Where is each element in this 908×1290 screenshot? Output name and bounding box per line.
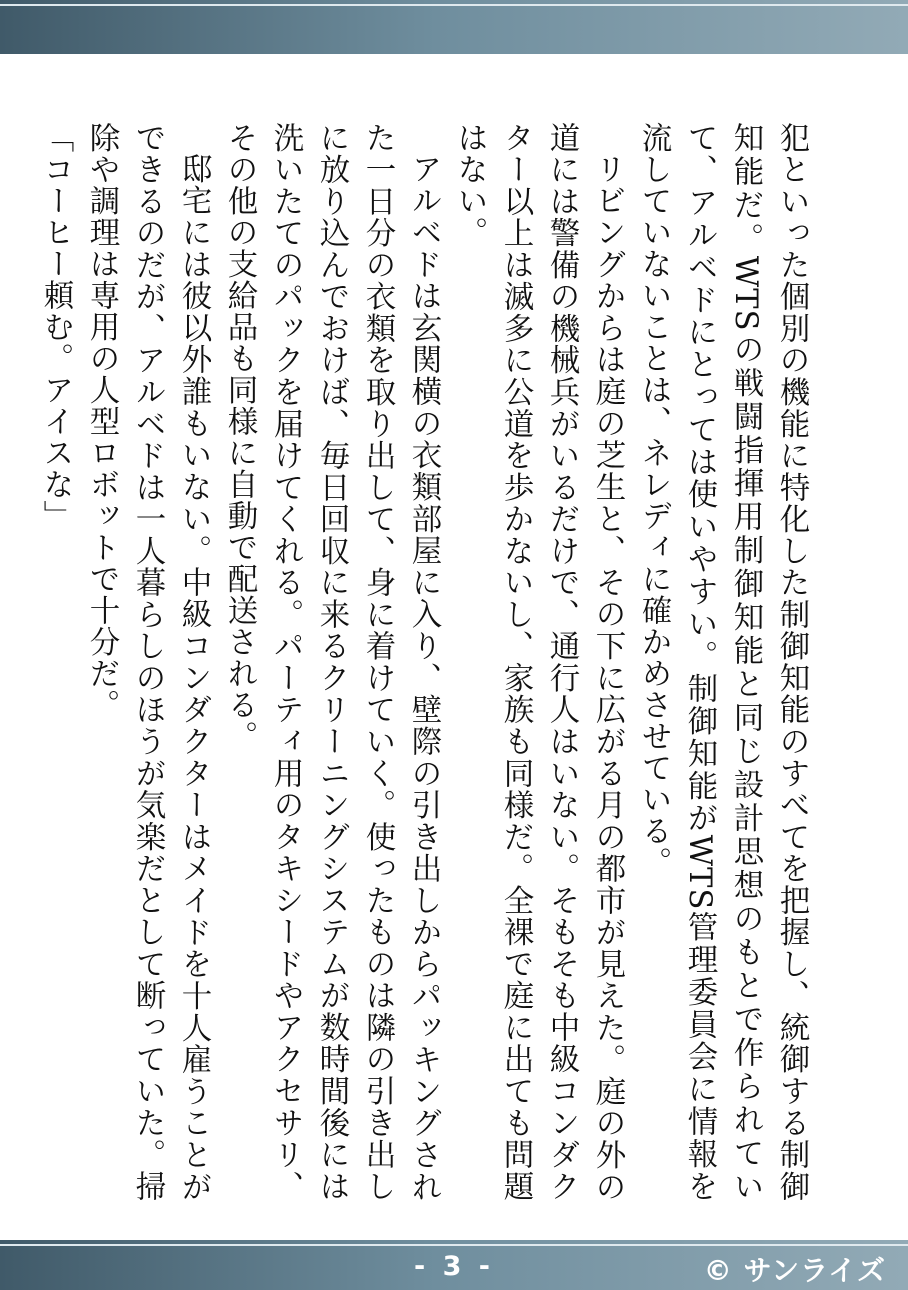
header-band (0, 0, 908, 54)
paragraph-2: リビングからは庭の芝生と、その下に広がる月の都市が見えた。庭の外の道には警備の機械兵がいるだけで、通行人はいない。そもそも中級コンダクター以上は滅多に公道を歩かないし、家族も同様だ。全裸で庭に出ても問題はない。 (452, 122, 625, 1202)
footer-band (0, 1240, 908, 1290)
page-number: - 3 - (414, 1251, 494, 1282)
paragraph-3: アルベドは玄関横の衣類部屋に入り、壁際の引き出しからパッキングされた一日分の衣類を取り出して、身に着けていく。使ったものは隣の引き出しに放り込んでおけば、毎日回収に来るクリーニングシステムが数時間後には洗いたてのパックを届けてくれる。パーティ用のタキシードやアクセサリ、その他の支給品も同様に自動で配送される。 (222, 122, 441, 1202)
header-rule (0, 4, 908, 6)
paragraph-1: 犯といった個別の機能に特化した制御知能のすべてを把握し、統御する制御知能だ。WTSの戦闘指揮用制御知能と同じ設計思想のもとで作られていて、アルベドにとっては使いやすい。制御知能がWTS管理委員会に情報を流していないことは、ネレディに確かめさせている。 (636, 122, 809, 1202)
footer-rule (0, 1244, 908, 1246)
paragraph-5-dialogue: 「コーヒー頼む。アイスな」 (38, 122, 73, 532)
paragraph-4: 邸宅には彼以外誰もいない。中級コンダクターはメイドを十人雇うことができるのだが、アルベドは一人暮らしのほうが気楽だとして断っていた。掃除や調理は専用の人型ロボットで十分だ。 (84, 122, 211, 1202)
vertical-text-body (38, 122, 814, 1202)
copyright-notice: © サンライズ (703, 1254, 886, 1287)
